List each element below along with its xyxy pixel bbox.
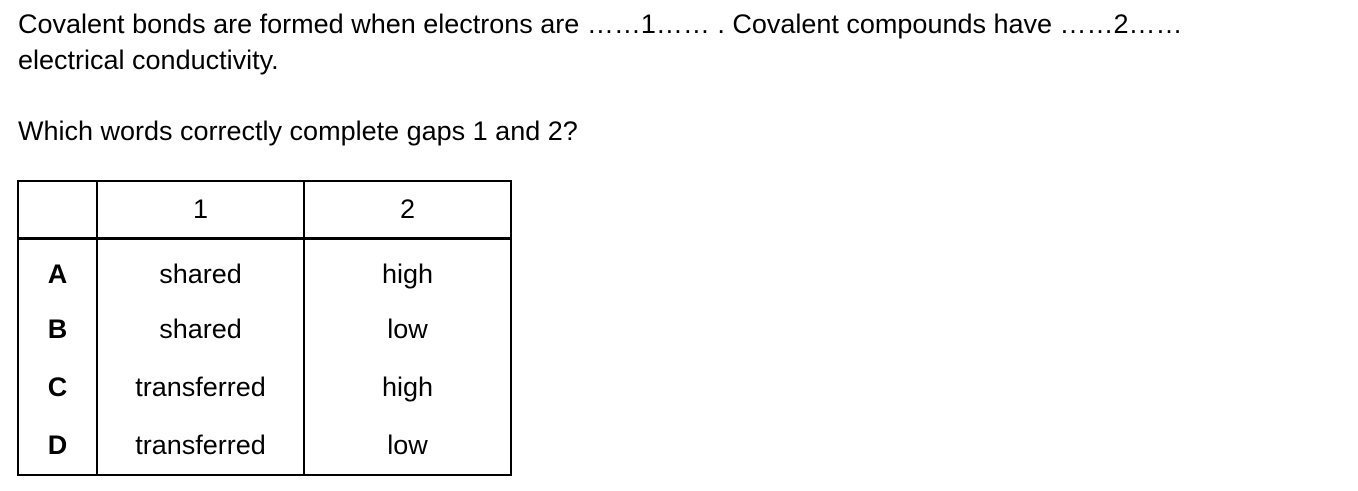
option-gap-2: low [304,300,511,358]
option-row-c[interactable] [18,358,511,416]
stem-line-1: Covalent bonds are formed when electrons are ……1…… . Covalent compounds have ……2…… [18,9,1183,39]
question-stem [18,6,1348,78]
option-gap-1: transferred [97,358,304,416]
option-letter: D [18,416,97,475]
header-gap-2: 2 [304,181,511,239]
option-letter: C [18,358,97,416]
option-letter: A [18,239,97,301]
header-gap-1: 1 [97,181,304,239]
option-row-b[interactable] [18,300,511,358]
option-letter: B [18,300,97,358]
question-prompt: Which words correctly complete gaps 1 and 2? [18,116,578,146]
option-gap-1: shared [97,300,304,358]
answer-table [17,180,512,476]
option-gap-1: transferred [97,416,304,475]
header-letter-cell [18,181,97,239]
option-gap-2: high [304,358,511,416]
option-gap-2: high [304,239,511,301]
stem-line-2: electrical conductivity. [18,45,279,75]
option-row-d[interactable] [18,416,511,475]
table-header-row [18,181,511,239]
option-gap-1: shared [97,239,304,301]
option-gap-2: low [304,416,511,475]
option-row-a[interactable] [18,239,511,301]
